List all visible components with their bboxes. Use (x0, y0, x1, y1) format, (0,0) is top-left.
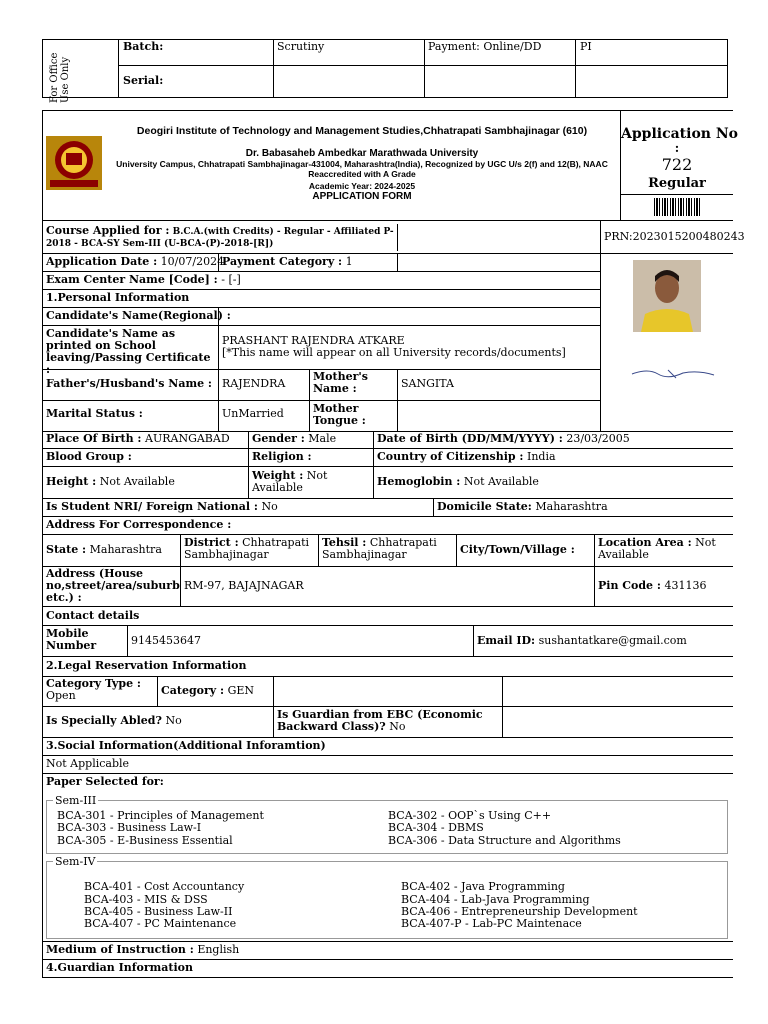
pi-label: PI (580, 40, 592, 53)
sem4-paper: BCA-404 - Lab-Java Programming (401, 893, 590, 906)
date-of-birth-label: Date of Birth (DD/MM/YYYY) : (377, 432, 563, 445)
nri-value: No (261, 500, 278, 513)
personal-info-heading: 1.Personal Information (46, 291, 190, 304)
email-label: Email ID: (477, 634, 536, 647)
specially-abled-value: No (165, 714, 182, 727)
reservation-heading: 2.Legal Reservation Information (46, 659, 247, 672)
hemoglobin-label: Hemoglobin : (377, 475, 461, 488)
name-printed-label: Candidate's Name as printed on School leaving/Passing Certificate (46, 327, 211, 364)
district-value: Chhatrapati Sambhajinagar (184, 536, 310, 561)
religion-label: Religion : (252, 450, 312, 463)
form-title: APPLICATION FORM (312, 191, 412, 202)
sem4-paper: BCA-403 - MIS & DSS (84, 893, 208, 906)
citizenship-label: Country of Citizenship : (377, 450, 524, 463)
marital-status-value: UnMarried (222, 407, 284, 420)
name-note: [*This name will appear on all University records/documents] (222, 346, 566, 359)
citizenship-value: India (526, 450, 556, 463)
sem4-paper: BCA-407 - PC Maintenance (84, 917, 237, 930)
place-of-birth-label: Place Of Birth : (46, 432, 142, 445)
course-applied-label: Course Applied for : (46, 224, 170, 237)
institute-name: Deogiri Institute of Technology and Management Studies,Chhatrapati Sambhajinagar (610) (136, 125, 588, 137)
hemoglobin-value: Not Available (463, 475, 539, 488)
university-address: University Campus, Chhatrapati Sambhajinagar-431004, Maharashtra(India), Recognized by UGC U/s 2(f) and 12(B), NAAC Reaccredited with A Grade (116, 159, 608, 179)
house-address-label: Address (House no,street/area/suburb etc.) : (46, 567, 180, 604)
application-no-label: Application No (621, 126, 738, 142)
sem3-paper: BCA-303 - Business Law-I (57, 821, 202, 834)
house-address-value: RM-97, BAJAJNAGAR (184, 579, 304, 592)
domicile-state (437, 501, 608, 513)
payment-category (222, 256, 353, 268)
papers-selected-label: Paper Selected for: (46, 775, 164, 788)
height (46, 476, 175, 488)
category-type-value: Open (46, 689, 76, 702)
sem3-paper: BCA-304 - DBMS (388, 821, 484, 834)
ebc-value: No (389, 720, 406, 733)
candidate-signature (628, 364, 718, 382)
father-name-label: Father's/Husband's Name : (46, 377, 212, 390)
district (184, 537, 316, 561)
marital-status-label: Marital Status : (46, 407, 143, 420)
application-date-value: 10/07/2024 (160, 255, 225, 268)
location-area-label: Location Area : (598, 536, 692, 549)
category (161, 685, 254, 697)
scrutiny-label: Scrutiny (277, 40, 325, 53)
sem3-paper: BCA-305 - E-Business Essential (57, 834, 233, 847)
weight-label: Weight : (252, 469, 304, 482)
weight-value: Not Available (252, 469, 328, 494)
domicile-value: Maharashtra (535, 500, 608, 513)
sem3-paper: BCA-301 - Principles of Management (57, 809, 264, 822)
location-area-value: Not Available (598, 536, 716, 561)
tehsil (322, 537, 454, 561)
date-of-birth-value: 23/03/2005 (566, 432, 630, 445)
sem4-paper: BCA-401 - Cost Accountancy (84, 880, 245, 893)
nri-status (46, 501, 278, 513)
application-no-colon: : (674, 141, 680, 155)
prn: PRN:2023015200480243 (604, 230, 745, 243)
email (477, 635, 687, 647)
guardian-heading: 4.Guardian Information (46, 961, 193, 974)
citizenship (377, 451, 556, 463)
social-value: Not Applicable (46, 757, 130, 770)
medium-of-instruction (46, 944, 239, 956)
category-value: GEN (227, 684, 255, 697)
specially-abled (46, 715, 182, 727)
mother-name-label: Mother's Name : (313, 370, 368, 395)
medium-label: Medium of Instruction : (46, 943, 194, 956)
city-label: City/Town/Village : (460, 543, 575, 556)
contact-heading: Contact details (46, 609, 140, 622)
ebc-label: Is Guardian from EBC (Economic Backward Class)? (277, 708, 483, 733)
social-heading: 3.Social Information(Additional Inforamtion) (46, 739, 326, 752)
exam-center (46, 274, 241, 286)
university-logo (46, 136, 102, 190)
mother-name-value: SANGITA (401, 377, 454, 390)
sem4-paper: BCA-402 - Java Programming (401, 880, 565, 893)
candidate-photo (633, 260, 701, 332)
height-value: Not Available (99, 475, 175, 488)
exam-center-label: Exam Center Name [Code] : (46, 273, 218, 286)
sem3-legend: Sem-III (55, 794, 97, 807)
hemoglobin (377, 476, 539, 488)
gender-label: Gender : (252, 432, 305, 445)
payment-category-label: Payment Category : (222, 255, 343, 268)
tehsil-value: Chhatrapati Sambhajinagar (322, 536, 437, 561)
payment-category-value: 1 (345, 255, 353, 268)
sem4-paper: BCA-406 - Entrepreneurship Development (401, 905, 638, 918)
gender-value: Male (308, 432, 337, 445)
place-of-birth-value: AURANGABAD (145, 432, 230, 445)
sem4-legend: Sem-IV (55, 855, 96, 868)
application-type: Regular (648, 176, 706, 191)
serial-label: Serial: (123, 74, 164, 87)
district-label: District : (184, 536, 239, 549)
mobile-value: 9145453647 (131, 634, 201, 647)
address-heading: Address For Correspondence : (46, 518, 232, 531)
exam-center-value: - [-] (221, 273, 241, 286)
sem4-paper: BCA-407-P - Lab-PC Maintenace (401, 917, 582, 930)
father-name-value: RAJENDRA (222, 377, 286, 390)
specially-abled-label: Is Specially Abled? (46, 714, 162, 727)
application-no-value: 722 (661, 155, 693, 174)
university-name: Dr. Babasaheb Ambedkar Marathwada University (245, 148, 479, 159)
location-area (598, 537, 730, 561)
ebc (277, 709, 499, 733)
domicile-label: Domicile State: (437, 500, 532, 513)
pin-code-value: 431136 (664, 579, 707, 592)
nri-label: Is Student NRI/ Foreign National : (46, 500, 258, 513)
mobile-label: Mobile Number (46, 627, 97, 652)
pin-code-label: Pin Code : (598, 579, 661, 592)
pin-code (598, 580, 706, 592)
medium-value: English (197, 943, 240, 956)
sem3-paper: BCA-306 - Data Structure and Algorithms (388, 834, 621, 847)
batch-label: Batch: (123, 40, 164, 53)
sem4-paper: BCA-405 - Business Law-II (84, 905, 233, 918)
blood-group-label: Blood Group : (46, 450, 132, 463)
payment-label: Payment: Online/DD (428, 40, 542, 53)
office-use-label: For Office Use Only (49, 52, 71, 103)
course-applied-value: B.C.A.(with Credits) - Regular - Affiliated P-2018 - BCA-SY Sem-III (U-BCA-(P)-2018-[R]) (46, 227, 394, 249)
barcode (654, 198, 702, 216)
academic-year: Academic Year: 2024-2025 (308, 181, 416, 191)
sem3-paper: BCA-302 - OOP`s Using C++ (388, 809, 552, 822)
mother-tongue-label: Mother Tongue : (313, 402, 366, 427)
date-of-birth (377, 433, 630, 445)
gender (252, 433, 336, 445)
name-regional-label: Candidate's Name(Regional) : (46, 309, 231, 322)
course-applied (46, 225, 394, 250)
application-date (46, 256, 224, 268)
state-value: Maharashtra (89, 543, 162, 556)
state-label: State : (46, 543, 87, 556)
place-of-birth (46, 433, 230, 445)
tehsil-label: Tehsil : (322, 536, 367, 549)
category-type-label: Category Type : (46, 677, 141, 690)
name-printed-value: PRASHANT RAJENDRA ATKARE (222, 334, 405, 347)
category-label: Category : (161, 684, 225, 697)
email-value: sushantatkare@gmail.com (538, 634, 687, 647)
weight (252, 470, 370, 494)
state (46, 544, 162, 556)
application-date-label: Application Date : (46, 255, 158, 268)
height-label: Height : (46, 475, 97, 488)
